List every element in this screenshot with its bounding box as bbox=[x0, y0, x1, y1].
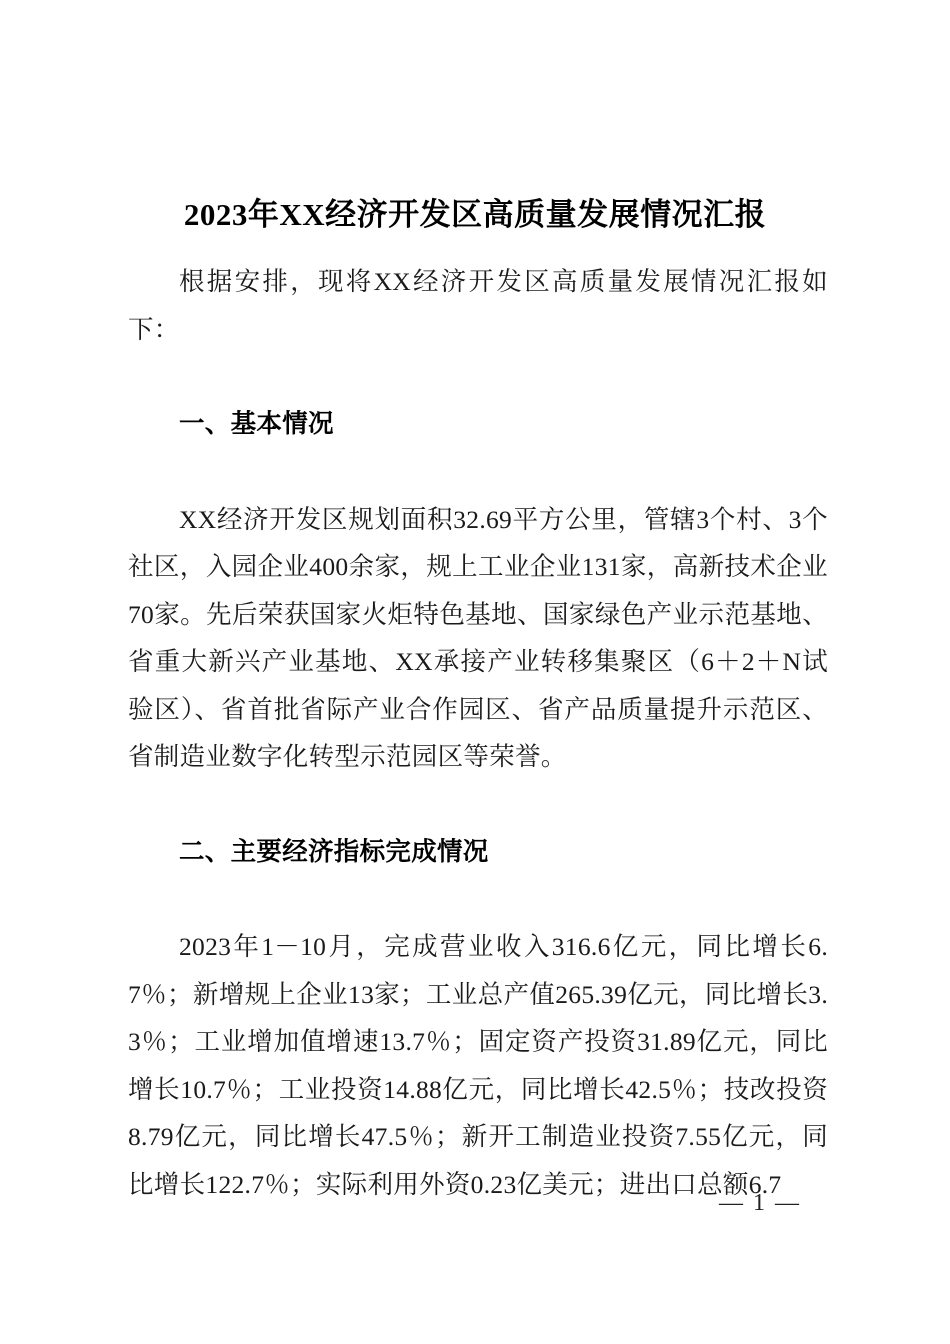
page-footer bbox=[0, 1186, 950, 1220]
intro-paragraph: 根据安排，现将XX经济开发区高质量发展情况汇报如下： bbox=[128, 267, 828, 344]
document-body bbox=[128, 258, 828, 1208]
spacer bbox=[128, 353, 828, 401]
spacer bbox=[128, 876, 828, 923]
section-heading-2: 二、主要经济指标完成情况 bbox=[179, 837, 489, 866]
page-title: 2023年XX经济开发区高质量发展情况汇报 bbox=[183, 196, 767, 232]
section-heading-1: 一、基本情况 bbox=[179, 410, 334, 438]
section-body-2: 2023年1－10月，完成营业收入316.6亿元，同比增长6.7％；新增规上企业13家；工业总产值265.39亿元，同比增长3.3％；工业增加值增速13.7％；固定资产投资31.89亿元，同比增长10.7％；工业投资14.88亿元，同比增长42.5％；技改投资8.79亿元，同比增长47.5％；新开工制造业投资7.55亿元，同比增长122.7％；实际利用外资0.23亿美元；进出口总额6.7 bbox=[128, 932, 828, 1199]
section-body-1: XX经济开发区规划面积32.69平方公里，管辖3个村、3个社区，入园企业400余家，规上工业企业131家，高新技术企业70家。先后荣获国家火炬特色基地、国家绿色产业示范基地、省重大新兴产业基地、XX承接产业转移集聚区（6＋2＋N试验区）、省首批省际产业合作园区、省产品质量提升示范区、省制造业数字化转型示范园区等荣誉。 bbox=[128, 504, 828, 771]
page-number: — 1 — bbox=[719, 1190, 801, 1216]
spacer bbox=[128, 449, 828, 496]
spacer bbox=[128, 781, 828, 829]
